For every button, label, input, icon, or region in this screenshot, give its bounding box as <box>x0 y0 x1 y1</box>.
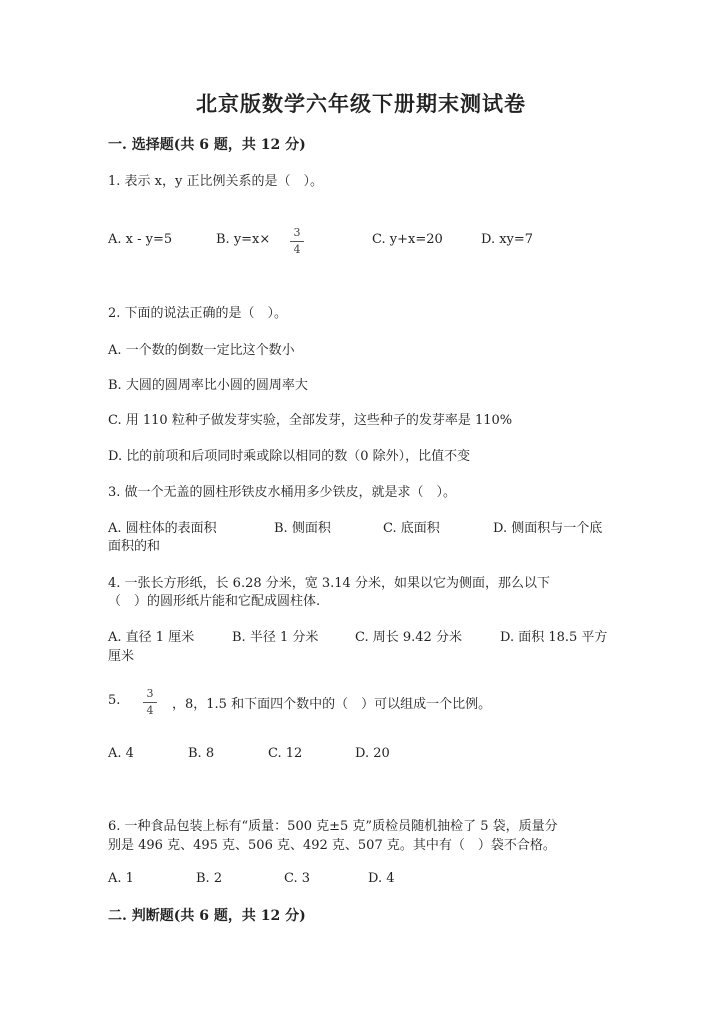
question-2-option-a: A. 一个数的倒数一定比这个数小 <box>108 343 295 358</box>
question-1-option-b-fraction <box>290 227 304 256</box>
fraction-bar <box>143 702 157 703</box>
question-5-fraction <box>143 688 157 717</box>
page-title: 北京版数学六年级下册期末测试卷 <box>196 91 526 116</box>
question-3-stem: 3. 做一个无盖的圆柱形铁皮水桶用多少铁皮，就是求（ ）。 <box>108 485 457 500</box>
question-3-option-b: B. 侧面积 <box>274 521 331 536</box>
question-1-stem: 1. 表示 x，y 正比例关系的是（ ）。 <box>108 174 323 189</box>
question-4-option-b: B. 半径 1 分米 <box>232 630 319 645</box>
question-4-option-d-cont: 厘米 <box>108 649 135 664</box>
fraction-denominator: 4 <box>146 704 154 717</box>
question-3-option-c: C. 底面积 <box>383 521 440 536</box>
question-6-option-b: B. 2 <box>196 871 223 886</box>
question-2-stem: 2. 下面的说法正确的是（ ）。 <box>108 306 288 321</box>
fraction-bar <box>290 241 304 242</box>
question-3-option-a: A. 圆柱体的表面积 <box>108 521 217 536</box>
question-4-option-d: D. 面积 18.5 平方 <box>500 630 608 645</box>
question-1-option-a: A. x - y=5 <box>108 232 173 247</box>
fraction-numerator: 3 <box>146 687 154 700</box>
question-5-option-b: B. 8 <box>188 746 215 761</box>
question-6-option-a: A. 1 <box>108 871 134 886</box>
fraction-numerator: 3 <box>293 226 301 239</box>
question-5-stem: ，8，1.5 和下面四个数中的（ ）可以组成一个比例。 <box>172 697 492 712</box>
question-6-option-d: D. 4 <box>368 871 395 886</box>
question-5-option-d: D. 20 <box>355 746 390 761</box>
question-1-option-c: C. y+x=20 <box>372 232 443 247</box>
question-1-option-d: D. xy=7 <box>481 232 534 247</box>
question-4-option-c: C. 周长 9.42 分米 <box>355 630 462 645</box>
question-4-stem-line2: （ ）的圆形纸片能和它配成圆柱体. <box>108 594 321 609</box>
fraction-denominator: 4 <box>293 243 301 256</box>
question-6-stem-line2: 别是 496 克、495 克、506 克、492 克、507 克。其中有（ ）袋不合格。 <box>108 838 556 853</box>
question-3-option-d-cont: 面积的和 <box>108 539 161 554</box>
question-5-number: 5. <box>108 693 121 708</box>
question-2-option-b: B. 大圆的圆周率比小圆的圆周率大 <box>108 378 308 393</box>
question-2-option-d: D. 比的前项和后项同时乘或除以相同的数（0 除外），比值不变 <box>108 449 471 464</box>
section-heading-true-false: 二. 判断题(共 6 题，共 12 分) <box>108 908 306 924</box>
question-4-stem-line1: 4. 一张长方形纸，长 6.28 分米，宽 3.14 分米，如果以它为侧面，那么以下 <box>108 576 550 591</box>
question-6-stem-line1: 6. 一种食品包装上标有“质量：500 克±5 克”质检员随机抽检了 5 袋，质量分 <box>108 819 558 834</box>
question-3-option-d: D. 侧面积与一个底 <box>493 521 603 536</box>
question-1-option-b: B. y=x× <box>216 232 271 247</box>
question-5-option-c: C. 12 <box>268 746 303 761</box>
section-heading-choice: 一. 选择题(共 6 题，共 12 分) <box>108 137 306 153</box>
question-5-option-a: A. 4 <box>108 746 134 761</box>
question-6-option-c: C. 3 <box>284 871 311 886</box>
question-2-option-c: C. 用 110 粒种子做发芽实验，全部发芽，这些种子的发芽率是 110% <box>108 413 513 428</box>
question-4-option-a: A. 直径 1 厘米 <box>108 630 195 645</box>
